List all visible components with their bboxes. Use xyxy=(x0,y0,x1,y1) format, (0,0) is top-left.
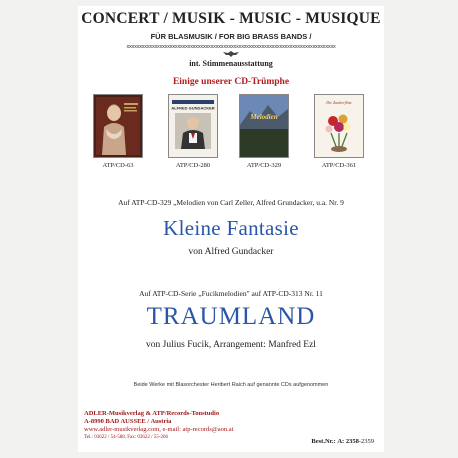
cd-cover-2 xyxy=(168,94,218,158)
page-subtitle: FÜR BLASMUSIK / FOR BIG BRASS BANDS / xyxy=(150,32,312,41)
cd-label-3: ATP/CD-329 xyxy=(246,162,282,169)
piece-2-title: TRAUMLAND xyxy=(146,303,316,330)
cd-label-2: ATP/CD-280 xyxy=(175,162,211,169)
order-number xyxy=(311,438,374,445)
publisher-block xyxy=(84,410,233,442)
cd-3-cover-text: Melodien xyxy=(250,113,278,121)
flower-bouquet-icon xyxy=(315,95,363,157)
order-number-label: Best.Nr.: xyxy=(311,438,336,445)
cd-4-cover-text: Die Zauberflöte xyxy=(326,100,352,105)
decorative-x-line: xxxxxxxxxxxxxxxxxxxxxxxxxxxxxxxxxxxxxxxxxxxxxxxxxxxxxxxxxxxxxxxxxxxxxxxxxxxxxxxxxx xyxy=(126,44,336,50)
order-number-suffix: -2359 xyxy=(358,438,374,445)
cd-label-4: ATP/CD-361 xyxy=(321,162,357,169)
order-number-value: A: 2358 xyxy=(337,438,359,445)
eagle-emblem-icon xyxy=(222,50,240,58)
piece-1-composer: von Alfred Gundacker xyxy=(188,247,274,257)
cd-2-cover-text: ALFRED GUNDACKER xyxy=(171,105,215,111)
publisher-name: ADLER-Musikverlag & ATP/Records-Tonstudio xyxy=(84,410,220,417)
publisher-phone: Tel.: 03622 / 54-588, Fax: 03622 / 55-266 xyxy=(84,435,168,440)
cd-cover-1 xyxy=(93,94,143,158)
parts-note: int. Stimmenausstattung xyxy=(189,59,273,68)
cd-label-1: ATP/CD-63 xyxy=(102,162,134,169)
mountain-landscape-icon xyxy=(240,95,288,157)
page-title: CONCERT / MUSIK - MUSIC - MUSIQUE xyxy=(81,10,381,27)
sheet-music-cover xyxy=(78,6,384,452)
conductor-photo-icon xyxy=(169,95,217,157)
piece-1-info: Auf ATP-CD-329 „Melodien von Carl Zeller, Alfred Grundacker, u.a. Nr. 9 xyxy=(118,198,344,207)
cd-cover-3 xyxy=(239,94,289,158)
portrait-painting-icon xyxy=(94,95,142,157)
piece-2-composer: von Julius Fucik, Arrangement: Manfred Ezl xyxy=(146,340,316,350)
publisher-web: www.adler-musikverlag.com, e-mail: atp-records@aon.at xyxy=(84,426,234,433)
recording-note: Beide Werke mit Blasorchester Heribert Raich auf genannte CDs aufgenommen xyxy=(133,382,329,388)
cd-heading: Einige unserer CD-Trümphe xyxy=(172,77,290,87)
piece-2-info: Auf ATP-CD-Serie „Fucikmelodien" auf ATP-CD-313 Nr. 11 xyxy=(139,289,323,298)
cd-cover-4 xyxy=(314,94,364,158)
publisher-address: A-8990 BAD AUSSEE / Austria xyxy=(84,418,172,425)
piece-1-title: Kleine Fantasie xyxy=(163,216,299,240)
